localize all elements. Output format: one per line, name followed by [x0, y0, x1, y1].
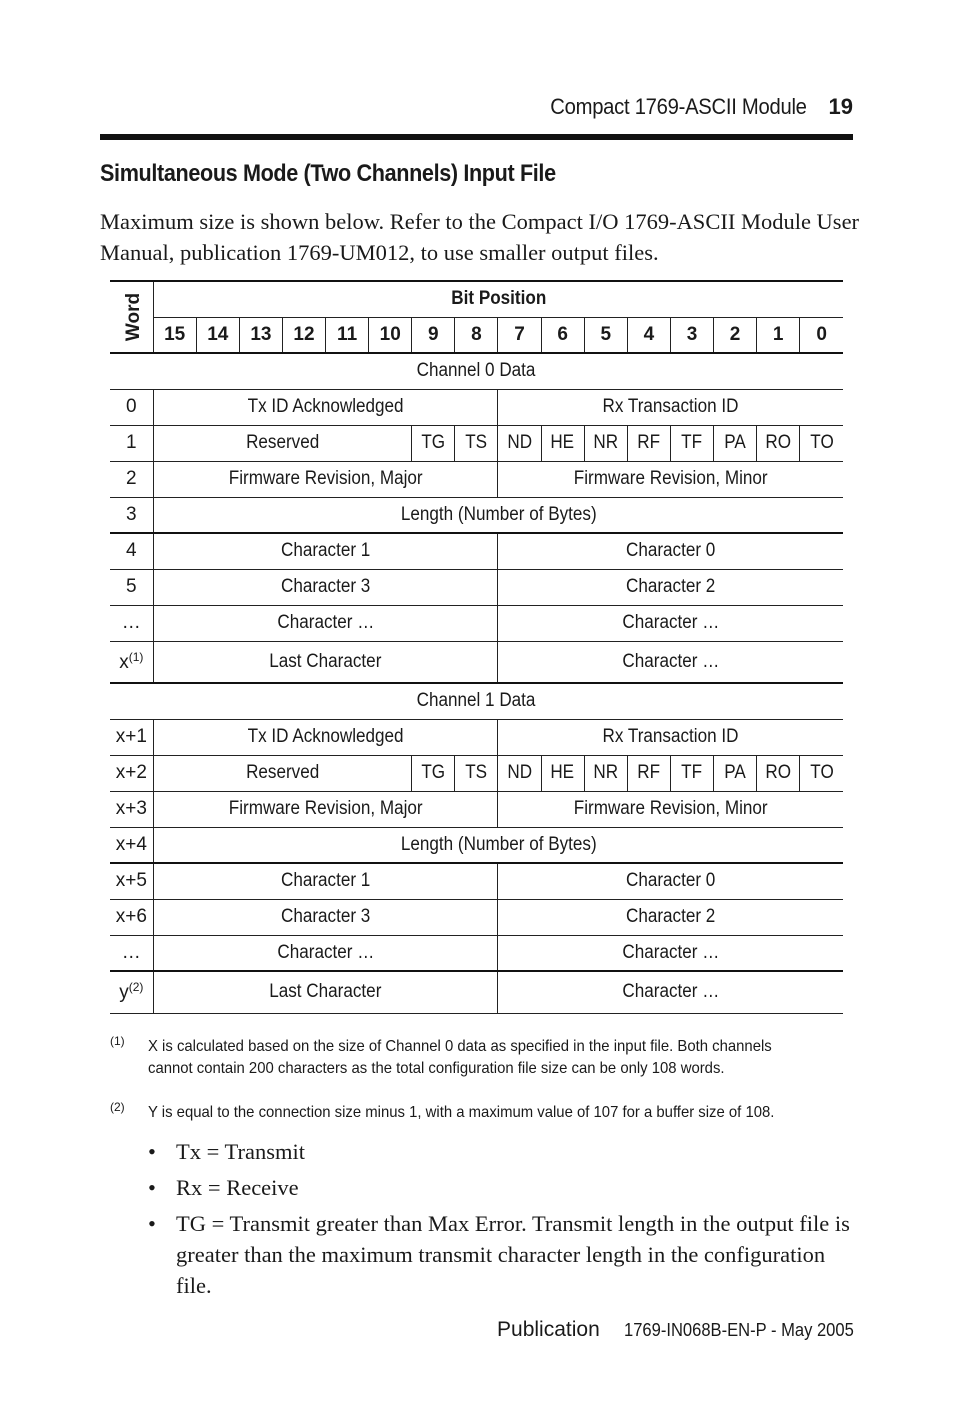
channel-0-label: Channel 0 Data: [110, 353, 843, 389]
footnote-ref: (1): [128, 649, 144, 664]
bit-8: 8: [455, 317, 498, 353]
status-bit-pa: PA: [714, 425, 757, 461]
status-bit-tf: TF: [670, 755, 713, 791]
publication-number: 1769-IN068B-EN-P - May 2005: [624, 1320, 854, 1340]
channel-1-section-row: [110, 683, 843, 719]
footnote-mark: (2): [110, 1100, 125, 1114]
bullet-icon: •: [148, 1139, 156, 1164]
footnote-text: X is calculated based on the size of Channel 0 data as specified in the input file. Both channels cannot contain 200 characters as the total configuration file size can be only 108 words.: [148, 1038, 772, 1077]
high-byte-cell: Character 3: [153, 899, 498, 935]
bit-14: 14: [196, 317, 239, 353]
table-row: [110, 899, 843, 935]
status-row: [110, 755, 843, 791]
status-bit-tg: TG: [412, 425, 455, 461]
table-row: [110, 863, 843, 899]
word-number: 3: [110, 497, 153, 533]
table-row: [110, 461, 843, 497]
bit-9: 9: [412, 317, 455, 353]
word-column-header: Word: [110, 281, 153, 353]
bit-7: 7: [498, 317, 541, 353]
bit-number-row: [110, 317, 843, 353]
bit-4: 4: [627, 317, 670, 353]
status-bit-ts: TS: [455, 755, 498, 791]
bit-12: 12: [282, 317, 325, 353]
footer-label: Publication: [497, 1318, 600, 1341]
bit-0: 0: [800, 317, 843, 353]
table-row: [110, 791, 843, 827]
page-footer: [497, 1318, 854, 1342]
footnote-text: Y is equal to the connection size minus 1, with a maximum value of 107 for a buffer size of 108.: [148, 1104, 775, 1121]
page-number: 19: [828, 94, 853, 119]
high-byte-cell: Character …: [153, 605, 498, 641]
bullet-icon: •: [148, 1175, 156, 1200]
word-number: x+4: [110, 827, 153, 863]
status-bit-he: HE: [541, 755, 584, 791]
word-number: 5: [110, 569, 153, 605]
status-row: [110, 425, 843, 461]
table-row: [110, 935, 843, 971]
header-title: Compact 1769-ASCII Module: [550, 94, 807, 119]
bullet-icon: •: [148, 1211, 156, 1236]
low-byte-cell: Firmware Revision, Minor: [498, 791, 843, 827]
status-bit-nd: ND: [498, 425, 541, 461]
bit-position-header: Bit Position: [153, 281, 843, 317]
input-file-table: [110, 280, 843, 1014]
word-number: x+1: [110, 719, 153, 755]
full-word-cell: Length (Number of Bytes): [153, 497, 843, 533]
reserved-cell: Reserved: [153, 425, 412, 461]
bit-5: 5: [584, 317, 627, 353]
word-number: $y^{(2)}$: [110, 971, 153, 1013]
status-bit-tf: TF: [670, 425, 713, 461]
low-byte-cell: Character …: [498, 935, 843, 971]
word-number: x+3: [110, 791, 153, 827]
section-title: Simultaneous Mode (Two Channels) Input File: [100, 160, 556, 187]
low-byte-cell: Character 0: [498, 533, 843, 569]
status-bit-nr: NR: [584, 425, 627, 461]
low-byte-cell: Character 2: [498, 569, 843, 605]
full-word-cell: Length (Number of Bytes): [153, 827, 843, 863]
word-number: 0: [110, 389, 153, 425]
word-number: …: [110, 605, 153, 641]
high-byte-cell: Tx ID Acknowledged: [153, 389, 498, 425]
status-bit-he: HE: [541, 425, 584, 461]
word-number: x+6: [110, 899, 153, 935]
bit-2: 2: [714, 317, 757, 353]
high-byte-cell: Character 3: [153, 569, 498, 605]
status-bit-to: TO: [800, 425, 843, 461]
high-byte-cell: Last Character: [153, 971, 498, 1013]
table-row: [110, 497, 843, 533]
word-number: 2: [110, 461, 153, 497]
bit-1: 1: [757, 317, 800, 353]
high-byte-cell: Firmware Revision, Major: [153, 461, 498, 497]
low-byte-cell: Character 0: [498, 863, 843, 899]
bit-10: 10: [369, 317, 412, 353]
bit-15: 15: [153, 317, 196, 353]
high-byte-cell: Firmware Revision, Major: [153, 791, 498, 827]
word-number: x+2: [110, 755, 153, 791]
table-row: [110, 971, 843, 1013]
channel-0-section-row: [110, 353, 843, 389]
status-bit-nr: NR: [584, 755, 627, 791]
low-byte-cell: Character 2: [498, 899, 843, 935]
high-byte-cell: Character …: [153, 935, 498, 971]
bit-13: 13: [239, 317, 282, 353]
status-bit-nd: ND: [498, 755, 541, 791]
word-number: x+5: [110, 863, 153, 899]
table-row: [110, 569, 843, 605]
word-number: 1: [110, 425, 153, 461]
table-row: [110, 827, 843, 863]
status-bit-rf: RF: [627, 425, 670, 461]
table-row: [110, 605, 843, 641]
low-byte-cell: Rx Transaction ID: [498, 719, 843, 755]
list-item: • Rx = Receive: [148, 1172, 858, 1203]
low-byte-cell: Character …: [498, 641, 843, 683]
list-item: • Tx = Transmit: [148, 1136, 858, 1167]
footnote-ref: (2): [128, 980, 144, 995]
status-bit-ro: RO: [757, 755, 800, 791]
status-bit-ro: RO: [757, 425, 800, 461]
high-byte-cell: Character 1: [153, 863, 498, 899]
high-byte-cell: Tx ID Acknowledged: [153, 719, 498, 755]
low-byte-cell: Character …: [498, 605, 843, 641]
status-bit-rf: RF: [627, 755, 670, 791]
table-row: [110, 389, 843, 425]
high-byte-cell: Character 1: [153, 533, 498, 569]
bit-3: 3: [670, 317, 713, 353]
intro-paragraph: Maximum size is shown below. Refer to the Compact I/O 1769-ASCII Module User Manual, publication 1769-UM012, to use smaller output files.: [100, 209, 860, 265]
table-row: [110, 641, 843, 683]
table-row: [110, 533, 843, 569]
word-number: $x^{(1)}$: [110, 641, 153, 683]
list-item: • TG = Transmit greater than Max Error. Transmit length in the output file is greater than the maximum transmit character length in the configuration file.: [148, 1208, 858, 1301]
high-byte-cell: Last Character: [153, 641, 498, 683]
word-number: 4: [110, 533, 153, 569]
status-bit-ts: TS: [455, 425, 498, 461]
bullet-list: [148, 1136, 858, 1306]
table-row: [110, 719, 843, 755]
reserved-cell: Reserved: [153, 755, 412, 791]
status-bit-to: TO: [800, 755, 843, 791]
word-number: …: [110, 935, 153, 971]
bit-11: 11: [326, 317, 369, 353]
channel-1-label: Channel 1 Data: [110, 683, 843, 719]
bit-6: 6: [541, 317, 584, 353]
status-bit-tg: TG: [412, 755, 455, 791]
status-bit-pa: PA: [714, 755, 757, 791]
low-byte-cell: Character …: [498, 971, 843, 1013]
page-header: [100, 94, 853, 124]
header-row-1: [110, 281, 843, 317]
low-byte-cell: Rx Transaction ID: [498, 389, 843, 425]
header-rule: [100, 134, 853, 140]
footnote-mark: (1): [110, 1034, 125, 1048]
low-byte-cell: Firmware Revision, Minor: [498, 461, 843, 497]
